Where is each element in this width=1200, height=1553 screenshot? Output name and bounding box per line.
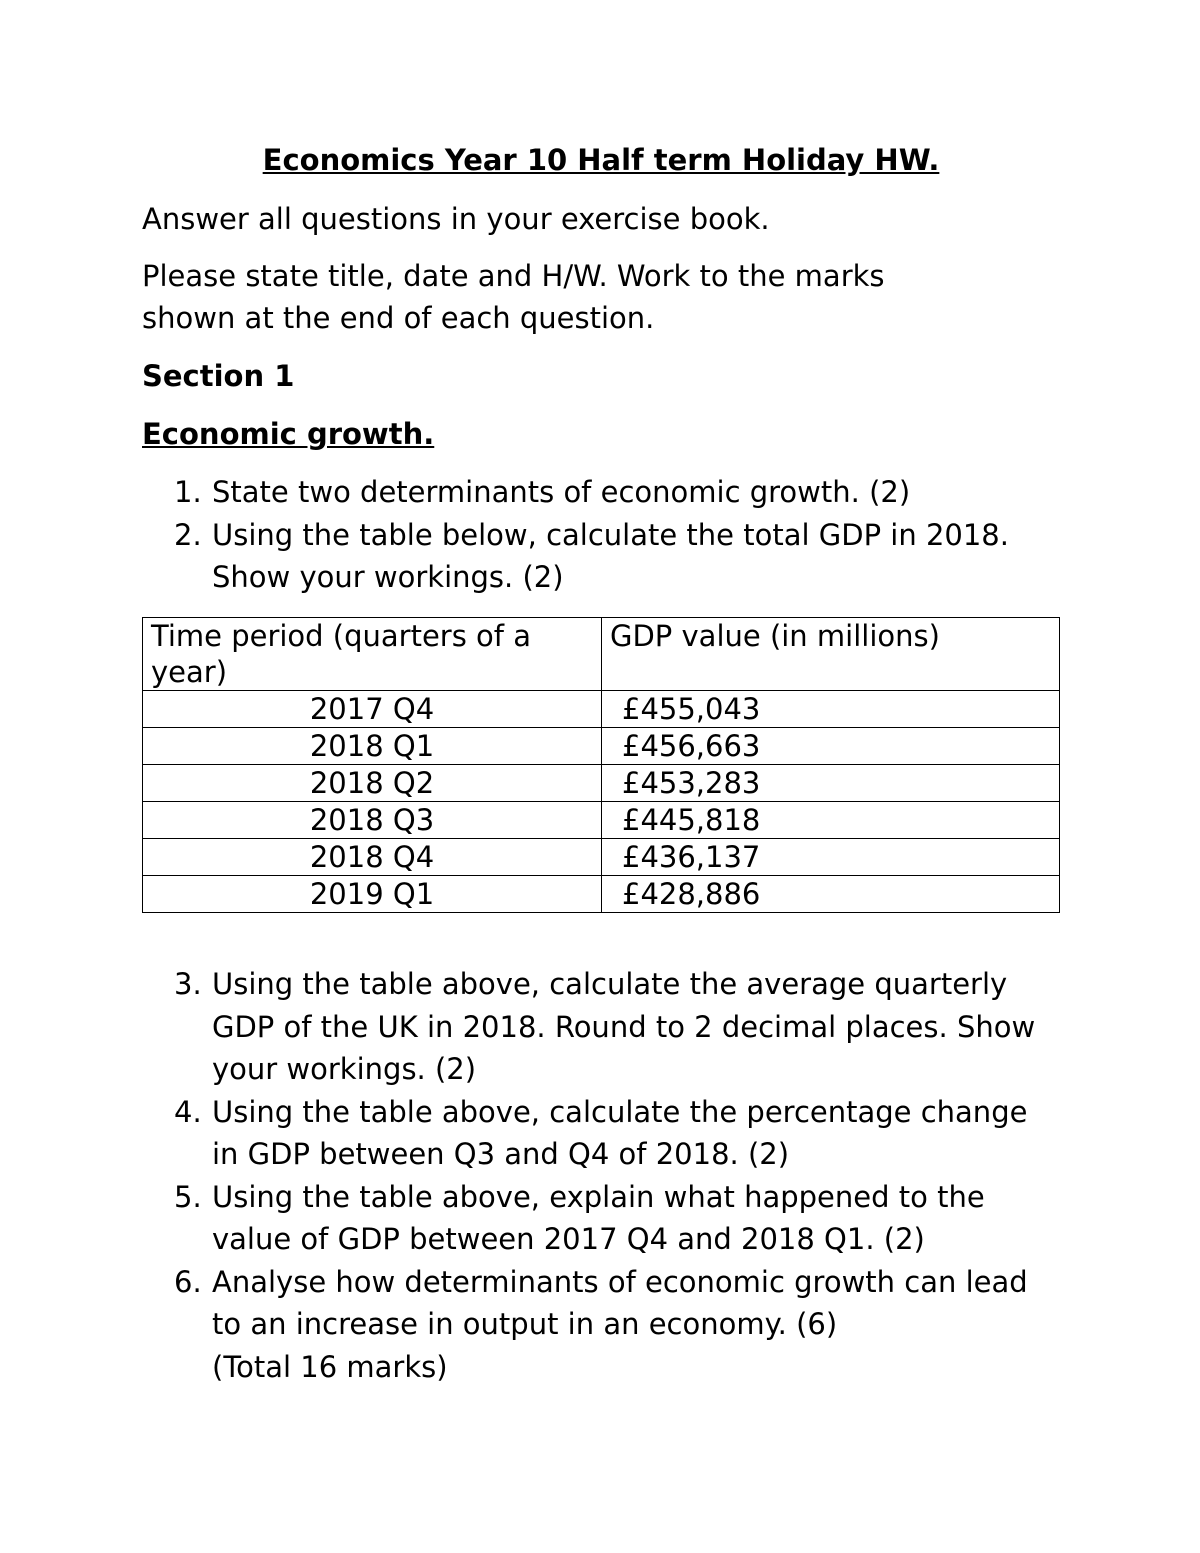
question-text: Using the table below, calculate the total GDP in 2018. Show your workings. (2) bbox=[212, 517, 1009, 594]
value-cell: £453,283 bbox=[602, 765, 1060, 802]
question-item bbox=[142, 514, 1062, 599]
value-cell: £456,663 bbox=[602, 728, 1060, 765]
period-cell: 2018 Q1 bbox=[143, 728, 602, 765]
question-number: 1. bbox=[174, 475, 202, 509]
table-row bbox=[143, 802, 1060, 839]
period-cell: 2018 Q4 bbox=[143, 839, 602, 876]
period-cell: 2018 Q3 bbox=[143, 802, 602, 839]
question-item bbox=[142, 471, 1062, 514]
topic-heading: Economic growth. bbox=[142, 417, 435, 451]
gdp-table bbox=[142, 617, 1060, 913]
question-text: Using the table above, calculate the average quarterly GDP of the UK in 2018. Round to 2 decimal places. Show your workings. (2) bbox=[212, 967, 1036, 1086]
value-cell: £445,818 bbox=[602, 802, 1060, 839]
question-item bbox=[142, 1261, 1062, 1389]
value-cell: £455,043 bbox=[602, 691, 1060, 728]
question-number: 6. bbox=[174, 1264, 202, 1299]
question-list-part-1 bbox=[142, 471, 1060, 599]
question-list-part-2 bbox=[142, 963, 1060, 1388]
question-number: 4. bbox=[174, 1094, 202, 1129]
value-cell: £436,137 bbox=[602, 839, 1060, 876]
table-row bbox=[143, 839, 1060, 876]
table-row bbox=[143, 876, 1060, 913]
table-header-row bbox=[143, 618, 1060, 691]
instruction-title-date: Please state title, date and H/W. Work to the marks shown at the end of each question. bbox=[142, 259, 885, 335]
question-text: Using the table above, explain what happened to the value of GDP between 2017 Q4 and 2018 Q1. (2) bbox=[212, 1179, 985, 1256]
question-item bbox=[142, 1091, 1062, 1176]
table-row bbox=[143, 765, 1060, 802]
question-number: 3. bbox=[174, 967, 202, 1001]
question-text: Analyse how determinants of economic growth can lead to an increase in output in an economy. (6) bbox=[212, 1264, 1028, 1341]
table-row bbox=[143, 691, 1060, 728]
period-cell: 2018 Q2 bbox=[143, 765, 602, 802]
total-marks: (Total 16 marks) bbox=[212, 1349, 448, 1384]
question-item bbox=[142, 1176, 1062, 1261]
document-title: Economics Year 10 Half term Holiday HW. bbox=[262, 143, 940, 177]
question-number: 5. bbox=[174, 1179, 202, 1214]
question-item bbox=[142, 963, 1062, 1091]
value-cell: £428,886 bbox=[602, 876, 1060, 913]
question-text: Using the table above, calculate the percentage change in GDP between Q3 and Q4 of 2018. (2) bbox=[212, 1094, 1028, 1171]
header-time-period: Time period (quarters of a year) bbox=[143, 618, 602, 691]
instruction-answer: Answer all questions in your exercise book. bbox=[142, 202, 770, 236]
question-text: State two determinants of economic growth. (2) bbox=[212, 475, 911, 509]
period-cell: 2019 Q1 bbox=[143, 876, 602, 913]
period-cell: 2017 Q4 bbox=[143, 691, 602, 728]
header-gdp-value: GDP value (in millions) bbox=[602, 618, 1060, 691]
question-number: 2. bbox=[174, 517, 202, 552]
table-row bbox=[143, 728, 1060, 765]
section-heading: Section 1 bbox=[142, 359, 295, 393]
